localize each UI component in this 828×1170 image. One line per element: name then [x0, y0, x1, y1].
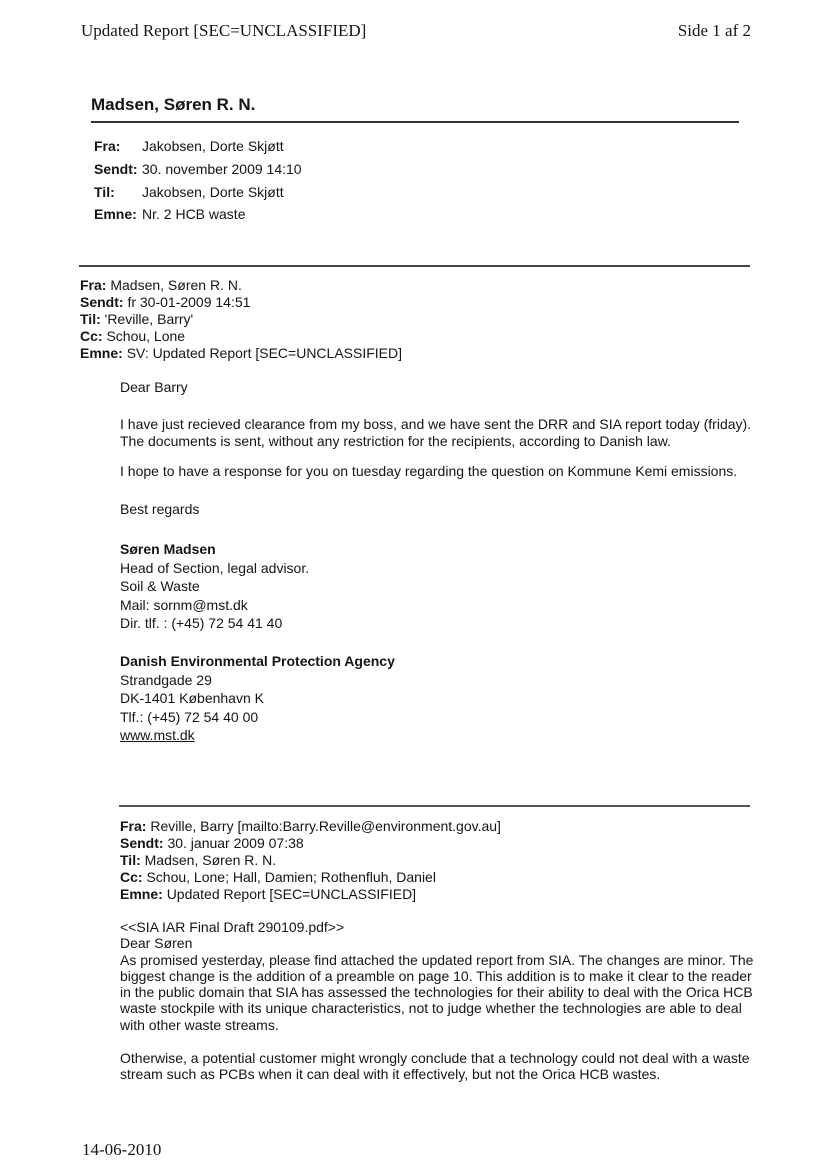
- divider: [91, 121, 739, 123]
- organization-street: Strandgade 29: [120, 671, 212, 688]
- cc-label: Cc:: [120, 869, 143, 885]
- from-label: Fra:: [94, 138, 121, 155]
- body-paragraph: Otherwise, a potential customer might wrongly conclude that a technology could not deal with a waste stream such as PCBs when it can deal with it effectively, but not the Orica HCB wastes.: [120, 1050, 750, 1083]
- organization-name: Danish Environmental Protection Agency: [120, 653, 395, 669]
- website-link[interactable]: www.mst.dk: [120, 727, 195, 743]
- page-number: Side 1 af 2: [677, 21, 751, 40]
- greeting: Dear Barry: [120, 379, 188, 395]
- mailbox-owner: Madsen, Søren R. N.: [91, 95, 256, 114]
- signature-mail: Mail: sornm@mst.dk: [120, 596, 248, 613]
- subject-value: SV: Updated Report [SEC=UNCLASSIFIED]: [126, 345, 403, 361]
- outer-sent-row: [94, 158, 302, 181]
- subject-value: Nr. 2 HCB waste: [142, 206, 246, 223]
- outer-from-row: [94, 135, 302, 158]
- organization-block: [120, 652, 395, 745]
- body-paragraph: I have just recieved clearance from my boss, and we have sent the DRR and SIA report today (friday). The documents is sent, without any restriction for the recipients, according to Danish law.: [120, 416, 752, 449]
- organization-tel: Tlf.: (+45) 72 54 40 00: [120, 708, 259, 725]
- sent-value: 30. november 2009 14:10: [142, 161, 302, 178]
- message2-header: [120, 818, 501, 903]
- cc-value: Schou, Lone; Hall, Damien; Rothenfluh, Daniel: [146, 869, 436, 885]
- subject-label: Emne:: [120, 886, 163, 902]
- to-value: Madsen, Søren R. N.: [144, 852, 277, 868]
- subject-label: Emne:: [80, 345, 123, 361]
- signature-name: Søren Madsen: [120, 541, 216, 557]
- organization-city: DK-1401 København K: [120, 690, 264, 706]
- outer-to-row: [94, 180, 302, 203]
- body-paragraph: I hope to have a response for you on tuesday regarding the question on Kommune Kemi emissions.: [120, 463, 738, 479]
- sent-label: Sendt:: [94, 161, 138, 178]
- to-value: 'Reville, Barry': [104, 311, 194, 327]
- sent-value: fr 30-01-2009 14:51: [127, 294, 251, 310]
- from-value: Jakobsen, Dorte Skjøtt: [142, 138, 284, 155]
- greeting: Dear Søren: [120, 935, 193, 952]
- outer-header: [94, 135, 302, 226]
- signature-title: Head of Section, legal advisor.: [120, 559, 310, 576]
- body-paragraph: As promised yesterday, please find attached the updated report from SIA. The changes are minor. The biggest change is the addition of a preamble on page 10. This addition is to make it clear to the reader in the public domain that SIA has assessed the technologies for their ability to deal with the Orica HCB waste stockpile with its unique characteristics, not to judge whether the technologies are able to deal with other waste streams.: [120, 951, 754, 1033]
- to-value: Jakobsen, Dorte Skjøtt: [142, 183, 284, 200]
- divider: [119, 805, 750, 807]
- to-label: Til:: [120, 852, 141, 868]
- subject-label: Emne:: [94, 206, 137, 223]
- to-label: Til:: [94, 183, 115, 200]
- from-value: Madsen, Søren R. N.: [110, 277, 242, 293]
- message2-body: [120, 919, 760, 1083]
- from-value: Reville, Barry [mailto:Barry.Reville@environment.gov.au]: [150, 818, 501, 834]
- sent-label: Sendt:: [120, 835, 164, 851]
- attachment-reference: <<SIA IAR Final Draft 290109.pdf>>: [120, 919, 345, 935]
- closing: Best regards: [120, 501, 200, 517]
- message1-header: [80, 277, 402, 362]
- to-label: Til:: [80, 311, 101, 327]
- signature-dept: Soil & Waste: [120, 578, 200, 594]
- from-label: Fra:: [80, 277, 107, 293]
- footer-date: 14-06-2010: [82, 1140, 162, 1159]
- signature-phone: Dir. tlf. : (+45) 72 54 41 40: [120, 615, 283, 631]
- page-header-title: Updated Report [SEC=UNCLASSIFIED]: [81, 21, 367, 40]
- sent-label: Sendt:: [80, 294, 124, 310]
- signature-block: [120, 540, 309, 633]
- subject-value: Updated Report [SEC=UNCLASSIFIED]: [166, 886, 417, 902]
- cc-label: Cc:: [80, 328, 103, 344]
- sent-value: 30. januar 2009 07:38: [167, 835, 304, 851]
- outer-subject-row: [94, 203, 302, 226]
- divider: [79, 265, 750, 267]
- cc-value: Schou, Lone: [106, 328, 186, 344]
- from-label: Fra:: [120, 818, 147, 834]
